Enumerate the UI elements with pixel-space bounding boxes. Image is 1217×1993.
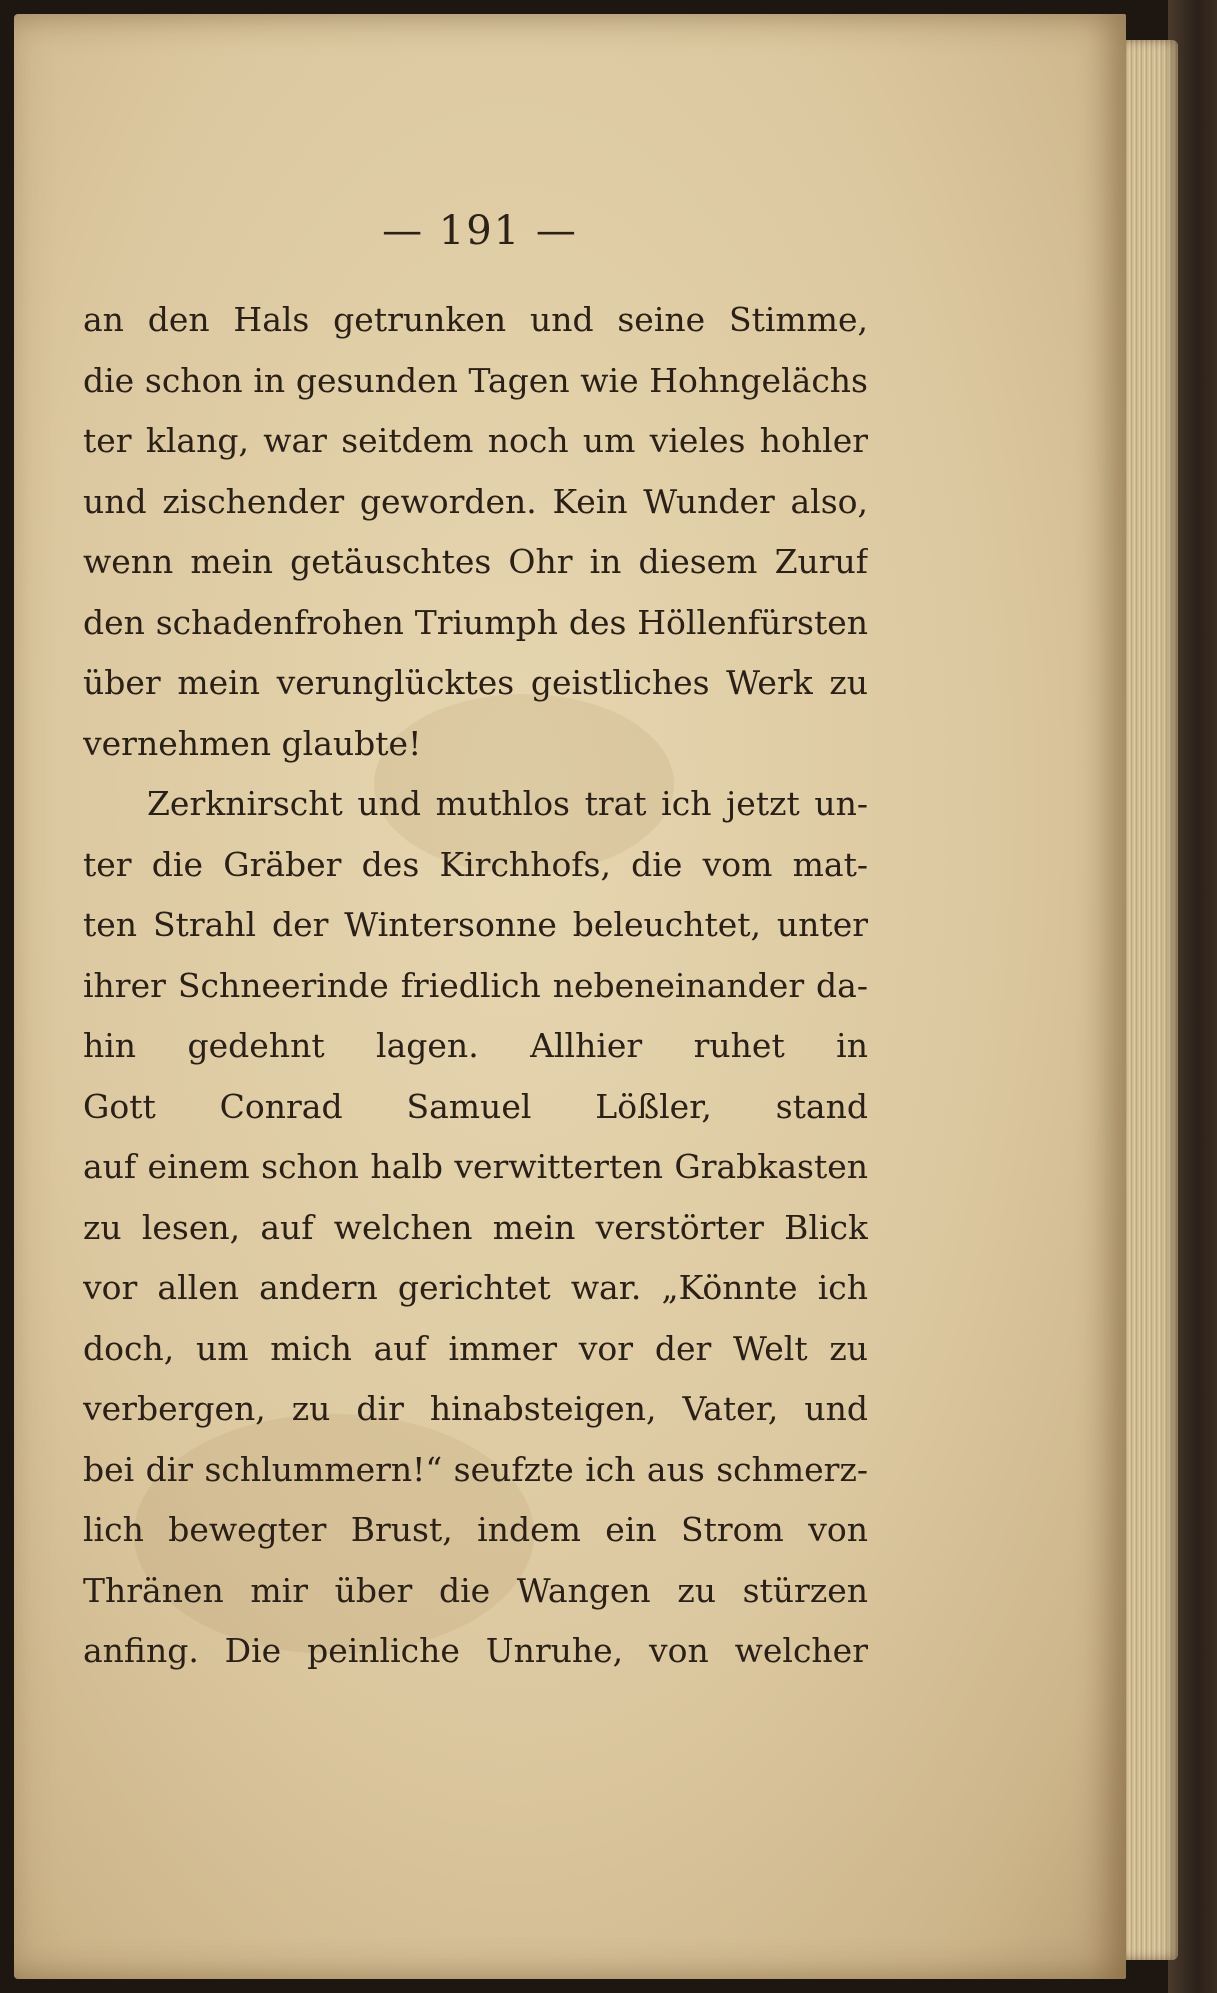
text-line: lich bewegter Brust, indem ein Strom von bbox=[83, 1510, 868, 1549]
text-line: zu lesen, auf welchen mein verstörter Blick bbox=[83, 1207, 868, 1247]
text-line: ter klang, war seitdem noch um vieles hohler bbox=[83, 421, 868, 460]
text-line: anfing. Die peinliche Unruhe, von welcher bbox=[83, 1631, 868, 1670]
text-line: ter die Gräber des Kirchhofs, die vom mat- bbox=[83, 844, 868, 884]
page-number-header: — 191 — bbox=[382, 208, 578, 254]
text-line: vernehmen glaubte! bbox=[83, 723, 422, 763]
text-line: hin gedehnt lagen. Allhier ruhet in bbox=[83, 1026, 868, 1065]
text-line: Zerknirscht und muthlos trat ich jetzt un- bbox=[147, 784, 868, 823]
text-line: auf einem schon halb verwitterten Grabkasten bbox=[83, 1147, 868, 1186]
text-line: die schon in gesunden Tagen wie Hohngelächs bbox=[83, 360, 868, 400]
text-line: Thränen mir über die Wangen zu stürzen bbox=[83, 1570, 868, 1610]
text-line: über mein verunglücktes geistliches Werk zu bbox=[83, 663, 868, 702]
text-line: wenn mein getäuschtes Ohr in diesem Zuruf bbox=[83, 542, 868, 581]
text-line: den schadenfrohen Triumph des Höllenfürsten bbox=[83, 602, 868, 642]
text-line: bei dir schlummern!“ seufzte ich aus schmerz- bbox=[83, 1449, 868, 1489]
body-text bbox=[83, 290, 868, 1682]
text-line: und zischender geworden. Kein Wunder also, bbox=[83, 481, 868, 521]
page-edges bbox=[1118, 40, 1178, 1960]
text-line: vor allen andern gerichtet war. „Könnte ich bbox=[83, 1268, 868, 1307]
text-line: verbergen, zu dir hinabsteigen, Vater, und bbox=[83, 1389, 868, 1428]
text-line: Gott Conrad Samuel Lößler, stand bbox=[83, 1086, 868, 1126]
text-line: an den Hals getrunken und seine Stimme, bbox=[83, 300, 868, 339]
text-line: ihrer Schneerinde friedlich nebeneinander da- bbox=[83, 965, 868, 1005]
text-line: doch, um mich auf immer vor der Welt zu bbox=[83, 1328, 868, 1368]
text-line: ten Strahl der Wintersonne beleuchtet, unter bbox=[83, 905, 868, 944]
